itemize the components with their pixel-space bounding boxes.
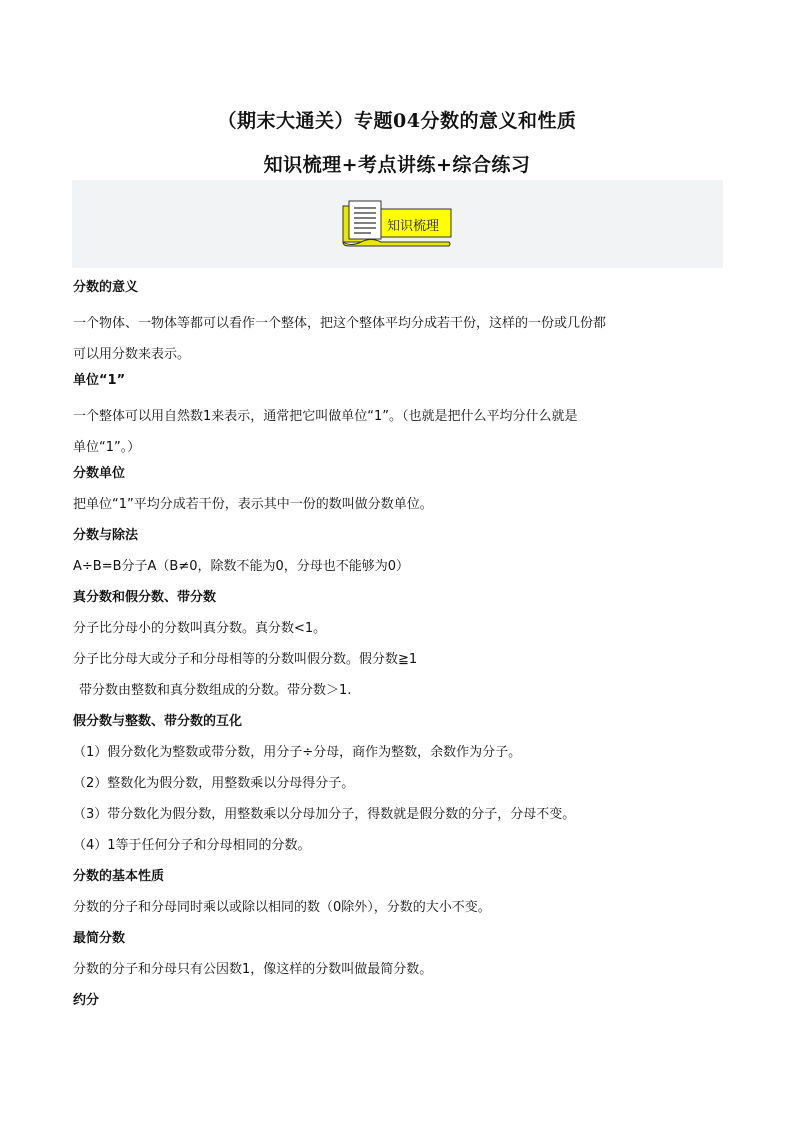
- heading-conversion: 假分数与整数、带分数的互化: [73, 714, 243, 729]
- paragraph-simplest-fraction: 分数的分子和分母只有公因数1，像这样的分数叫做最简分数。: [73, 962, 433, 977]
- knowledge-badge: [341, 200, 453, 248]
- heading-fraction-division: 分数与除法: [73, 528, 139, 543]
- paragraph-fraction-division: A÷B=B分子A（B≠0，除数不能为0，分母也不能够为0）: [73, 559, 410, 574]
- heading-fraction-meaning: 分数的意义: [73, 280, 139, 295]
- heading-basic-property: 分数的基本性质: [73, 869, 165, 884]
- section-banner: [72, 180, 723, 268]
- heading-fraction-unit: 分数单位: [73, 466, 126, 481]
- paragraph-mixed-number: 带分数由整数和真分数组成的分数。带分数＞1.: [79, 683, 352, 698]
- paragraph-improper-fraction: 分子比分母大或分子和分母相等的分数叫假分数。假分数≧1: [73, 652, 418, 667]
- paragraph-line: 可以用分数来表示。: [73, 347, 191, 362]
- paragraph-conversion-2: （2）整数化为假分数，用整数乘以分母得分子。: [73, 776, 355, 791]
- document-subtitle: 知识梳理+考点讲练+综合练习: [263, 154, 531, 176]
- paragraph-line: 一个物体、一物体等都可以看作一个整体，把这个整体平均分成若干份，这样的一份或几份都: [73, 316, 607, 331]
- paragraph-conversion-4: （4）1等于任何分子和分母相同的分数。: [73, 838, 311, 853]
- paragraph-basic-property: 分数的分子和分母同时乘以或除以相同的数（0除外），分数的大小不变。: [73, 900, 491, 915]
- heading-unit-one: 单位“1”: [73, 373, 126, 388]
- heading-proper-improper: 真分数和假分数、带分数: [73, 590, 217, 605]
- heading-reduction: 约分: [73, 993, 100, 1008]
- paragraph-conversion-3: （3）带分数化为假分数，用整数乘以分母加分子，得数就是假分数的分子，分母不变。: [73, 807, 576, 822]
- paragraph-line: 单位“1”。）: [73, 440, 141, 455]
- paragraph-fraction-unit: 把单位“1”平均分成若干份，表示其中一份的数叫做分数单位。: [73, 497, 433, 512]
- document-title: （期末大通关）专题04分数的意义和性质: [217, 110, 577, 132]
- document-body: [73, 277, 725, 1021]
- badge-label: 知识梳理: [387, 219, 440, 234]
- heading-simplest-fraction: 最简分数: [73, 931, 126, 946]
- paragraph-unit-one: [73, 401, 725, 463]
- paragraph-proper-fraction: 分子比分母小的分数叫真分数。真分数<1。: [73, 621, 327, 636]
- paragraph-line: 一个整体可以用自然数1来表示，通常把它叫做单位“1”。（也就是把什么平均分什么就是: [73, 409, 578, 424]
- paragraph-fraction-meaning: [73, 308, 725, 370]
- paragraph-conversion-1: （1）假分数化为整数或带分数，用分子÷分母，商作为整数，余数作为分子。: [73, 745, 522, 760]
